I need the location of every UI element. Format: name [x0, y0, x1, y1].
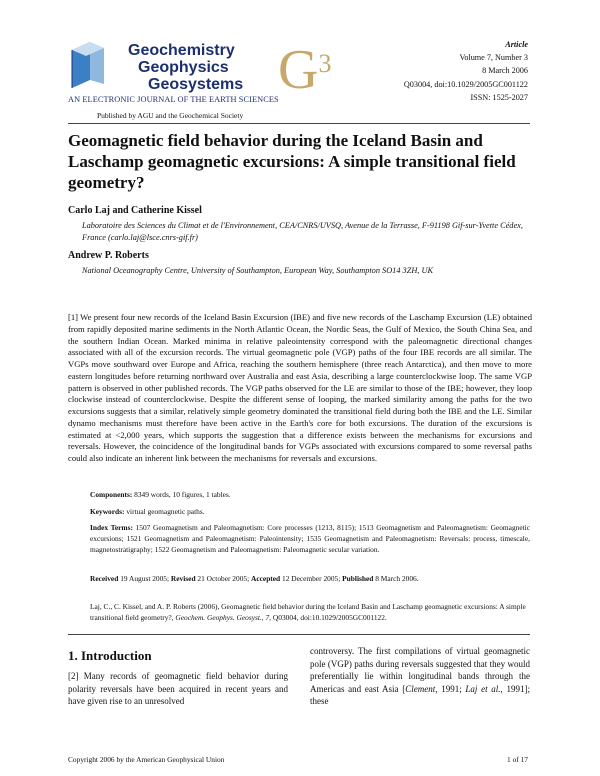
reference-link[interactable]: Laj et al.: [465, 683, 501, 694]
abstract: [68, 312, 532, 465]
section-rule: [68, 634, 530, 635]
header-rule: [68, 123, 530, 124]
article-type: Article: [505, 40, 528, 49]
journal-name: Geochemistry Geophysics Geosystems: [128, 42, 244, 93]
article-header-info: [404, 38, 528, 104]
affiliation-2: National Oceanography Centre, University of Southampton, European Way, Southampton SO14 3ZH, UK: [82, 266, 433, 275]
journal-tagline: AN ELECTRONIC JOURNAL OF THE EARTH SCIENCES: [68, 95, 279, 104]
volume-number: Volume 7, Number 3: [459, 53, 528, 63]
index-terms: Index Terms: 1507 Geomagnetism and Paleomagnetism: Core processes (1213, 8115); 1513 Geomagnetism and Paleomagnetism: Geomagnetic excursions; 1521 Geomagnetism and Paleomagnetism: Paleointensity; 1535 Geomagnetism and Paleomagnetism: Reversals: process, timescale, magnetostratigraphy; 1522 Geomagnetism and Paleomagnetism: Paleomagnetic secular variation.: [90, 523, 530, 554]
article-title: Geomagnetic field behavior during the Iceland Basin and Laschamp geomagnetic excursions: A simple transitional field geometry?: [68, 131, 516, 192]
components: Components: 8349 words, 10 figures, 1 tables.: [90, 490, 231, 499]
author-group-1: Carlo Laj and Catherine Kissel: [68, 205, 202, 216]
paragraph-marker: [1]: [68, 312, 79, 322]
keywords: Keywords: virtual geomagnetic paths.: [90, 507, 205, 516]
citation: Laj, C., C. Kissel, and A. P. Roberts (2006), Geomagnetic field behavior during the Iceland Basin and Laschamp geomagnetic excursions: A simple transitional field geometry?, Geochem. Geophys. Geosyst., 7, Q03004, doi:10.1029/2005GC001122.: [90, 602, 526, 622]
copyright: Copyright 2006 by the American Geophysical Union: [68, 755, 225, 764]
paragraph-marker: [2]: [68, 671, 79, 681]
section-heading: 1. Introduction: [68, 648, 152, 663]
publication-date: 8 March 2006: [482, 66, 528, 76]
doi: Q03004, doi:10.1029/2005GC001122: [403, 79, 528, 89]
journal-publisher: Published by AGU and the Geochemical Society: [97, 111, 244, 120]
page-number: 1 of 17: [507, 755, 528, 764]
history-dates: Received 19 August 2005; Revised 21 October 2005; Accepted 12 December 2005; Published 8 March 2006.: [90, 574, 419, 583]
author-group-2: Andrew P. Roberts: [68, 250, 149, 261]
reference-link[interactable]: Clement: [405, 683, 436, 694]
column-right: controversy. The first compilations of virtual geomagnetic pole (VGP) paths during reversals suggested that they would preferentially lie within longitudinal bands through the Americas and east Asia [Clement, 1991; Laj et al., 1991]; these: [310, 646, 530, 706]
cube-icon: [68, 40, 108, 90]
affiliation-1: Laboratoire des Sciences du Climat et de l'Environnement, CEA/CNRS/UVSQ, Avenue de la Terrasse, F-91198 Gif-sur-Yvette Cédex, France (carlo.laj@lsce.cnrs-gif.fr): [82, 221, 523, 242]
journal-logo-mark: $G^3$: [278, 39, 332, 101]
issn: ISSN: 1525-2027: [470, 92, 528, 102]
abstract-text: We present four new records of the Iceland Basin Excursion (IBE) and five new records of the Laschamp Excursion (LE) obtained from rapidly deposited marine sediments in the North Atlantic Ocean, the Nordic Seas, the Gulf of Mexico, the South China Sea, and the southern Indian Ocean. Marked minima in relative paleointensity correspond with the paleomagnetic directional changes associated with all of the excursion records. The virtual geomagnetic pole (VGP) paths of the four IBE records are all similar. The VGPs move southward over Europe and Africa, reaching the southern hemisphere (three reach Antarctica), and then move to more eastern longitudes before returning northward over Australia and east Asia, describing a large counterclockwise loop. The same VGP pattern is observed in other published records. The VGP paths observed for the LE are similar to those of the IBE; however, they loop clockwise instead of counterclockwise. Despite the different sense of looping, the marked similarity among the paths for the two excursions suggests that a similar, relatively simple geometry dominated the transitional field during both the IBE and the LE. Similar dynamo mechanisms must therefore have been active in the Earth's core for both excursions. The duration of the excursions is estimated at <2,000 years, which supports the suggestion that a difference exists between the mechanisms for excursions and reversals. However, the coincidence of the longitudinal bands for VGPs associated with excursions compared to some reversal paths could also indicate an inherent link between the mechanisms for reversals and excursions.: [68, 312, 532, 463]
column-left: [2] Many records of geomagnetic field behavior during polarity reversals have been acquired in recent years and have given rise to an unresolved: [68, 671, 289, 706]
